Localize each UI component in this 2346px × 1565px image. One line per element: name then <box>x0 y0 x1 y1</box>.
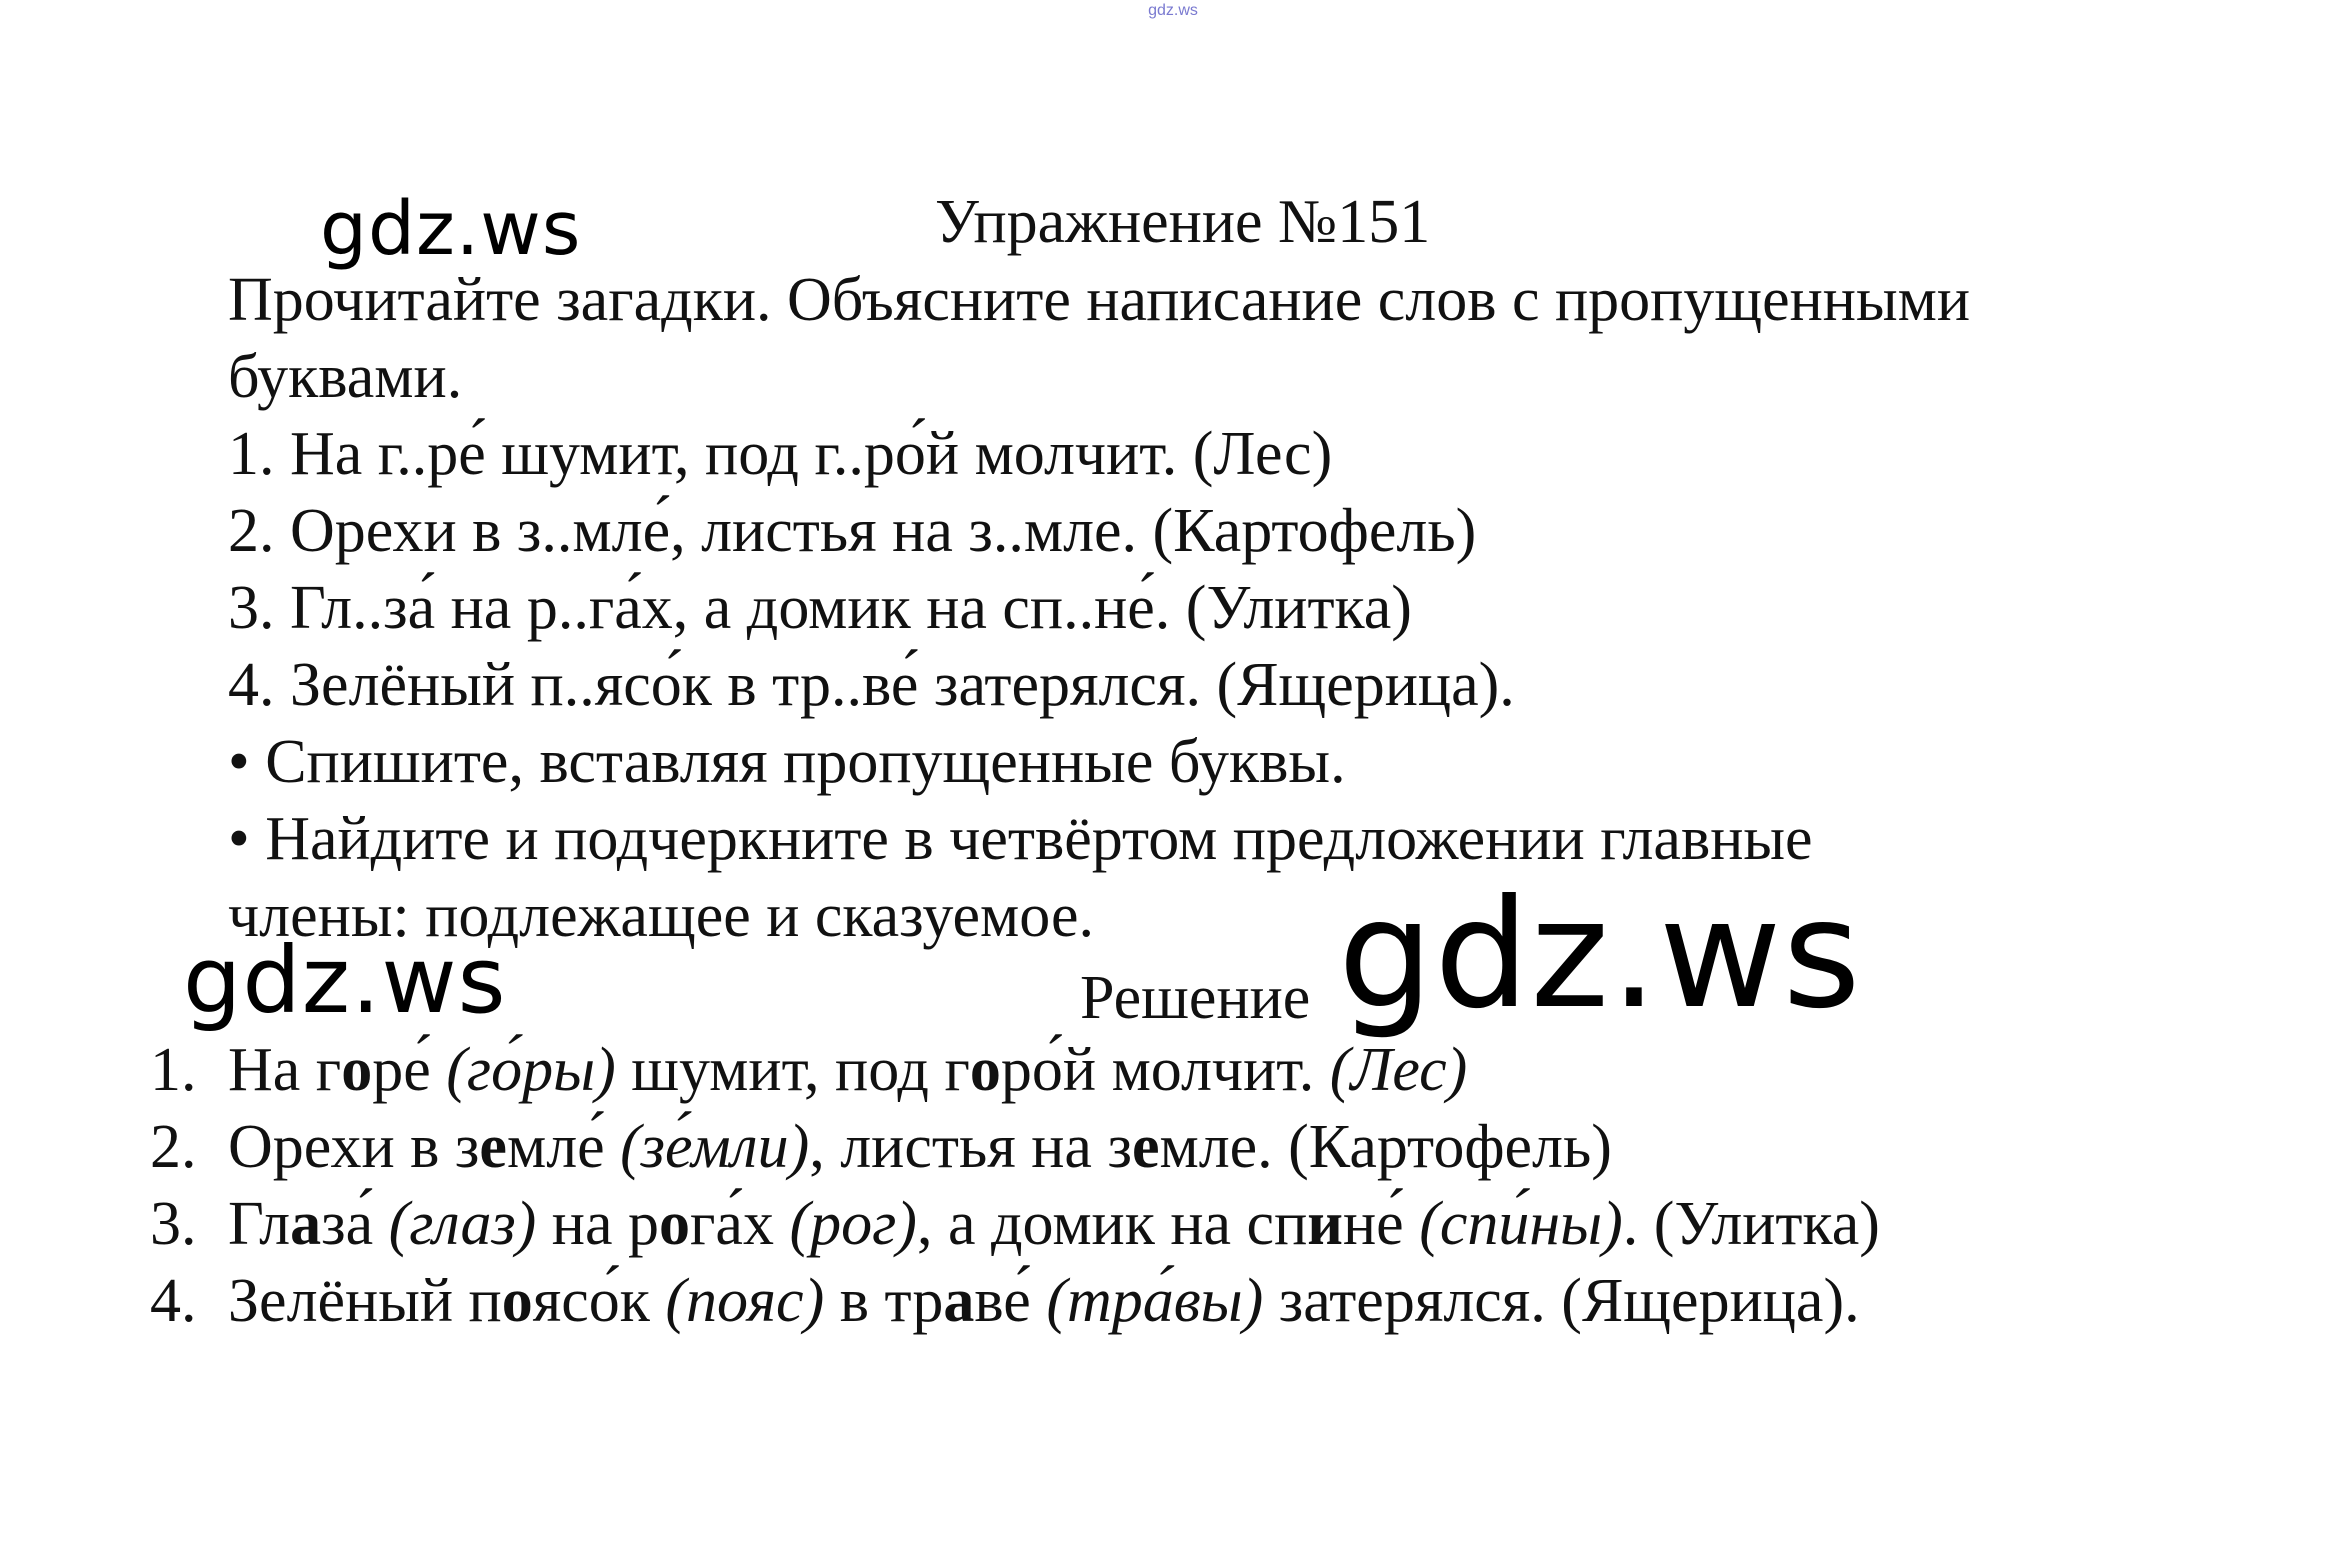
task-line: буквами. <box>228 343 463 411</box>
inserted-letter: о <box>969 1036 1001 1104</box>
check-word: (тра́вы) <box>1046 1267 1264 1335</box>
answer-text: ве́ <box>974 1267 1047 1335</box>
answer-text: На г <box>228 1036 342 1104</box>
inserted-letter: о <box>659 1190 690 1258</box>
task-line: 3. Гл..за́ на р..га́х, а домик на сп..не́. (Улитка) <box>228 574 1412 642</box>
check-word: (зе́мли) <box>620 1113 810 1181</box>
answer-number: 1. <box>150 1036 197 1104</box>
answer-line <box>150 1032 1880 1109</box>
watermark-logo: gdz.ws <box>1338 868 1862 1042</box>
task-line: • Спишите, вставляя пропущенные буквы. <box>228 728 1346 796</box>
answer-text: шумит, под г <box>615 1036 970 1104</box>
answer-text: ясо́к <box>532 1267 666 1335</box>
answer-number: 3. <box>150 1190 197 1258</box>
watermark-logo: gdz.ws <box>183 927 507 1034</box>
answer-text: мле́ <box>506 1113 621 1181</box>
answer-text: , листья на з <box>809 1113 1132 1181</box>
task-text <box>228 262 2188 955</box>
inserted-letter: е <box>1131 1113 1160 1181</box>
task-line: Прочитайте загадки. Объясните написание слов с пропущенными <box>228 266 1971 334</box>
answer-text: ро́й молчит. <box>1000 1036 1330 1104</box>
answer-number: 4. <box>150 1267 197 1335</box>
answer-text: в тр <box>824 1267 944 1335</box>
inserted-letter: и <box>1307 1190 1343 1258</box>
answer-line <box>150 1263 1880 1340</box>
task-line: члены: подлежащее и сказуемое. <box>228 882 1095 950</box>
exercise-title: Упражнение №151 <box>935 188 1431 256</box>
check-word: (пояс) <box>665 1267 825 1335</box>
answer-text: за́ <box>321 1190 389 1258</box>
task-line: 1. На г..ре́ шумит, под г..ро́й молчит. (Лес) <box>228 420 1333 488</box>
task-line: 2. Орехи в з..мле́, листья на з..мле. (Картофель) <box>228 497 1477 565</box>
watermark-logo: gdz.ws <box>320 186 582 272</box>
answer-text: ре́ <box>372 1036 447 1104</box>
answer-list <box>150 1032 1880 1340</box>
answer-number: 2. <box>150 1113 197 1181</box>
inserted-letter: е <box>479 1113 507 1181</box>
answer-line <box>150 1109 1880 1186</box>
solution-heading: Решение <box>1080 964 1311 1032</box>
answer-text: не́ <box>1343 1190 1420 1258</box>
inserted-letter: а <box>943 1267 975 1335</box>
answer-text: . (Улитка) <box>1622 1190 1880 1258</box>
answer-text: на р <box>536 1190 659 1258</box>
inserted-letter: о <box>501 1267 533 1335</box>
answer-text: Зелёный п <box>228 1267 502 1335</box>
check-word: (Лес) <box>1329 1036 1468 1104</box>
check-word: (го́ры) <box>446 1036 616 1104</box>
answer-text: Орехи в з <box>228 1113 480 1181</box>
check-word: (глаз) <box>388 1190 537 1258</box>
answer-text: Гл <box>228 1190 291 1258</box>
answer-text: , а домик на сп <box>916 1190 1308 1258</box>
inserted-letter: а <box>290 1190 322 1258</box>
answer-line <box>150 1186 1880 1263</box>
answer-text: га́х <box>690 1190 790 1258</box>
answer-text: мле. (Картофель) <box>1159 1113 1612 1181</box>
task-line: 4. Зелёный п..ясо́к в тр..ве́ затерялся. (Ящерица). <box>228 651 1515 719</box>
check-word: (рог) <box>789 1190 917 1258</box>
check-word: (спи́ны) <box>1419 1190 1623 1258</box>
top-site-mark: gdz.ws <box>1148 2 1198 19</box>
task-line: • Найдите и подчеркните в четвёртом предложении главные <box>228 805 1813 873</box>
answer-text: затерялся. (Ящерица). <box>1263 1267 1860 1335</box>
inserted-letter: о <box>341 1036 373 1104</box>
